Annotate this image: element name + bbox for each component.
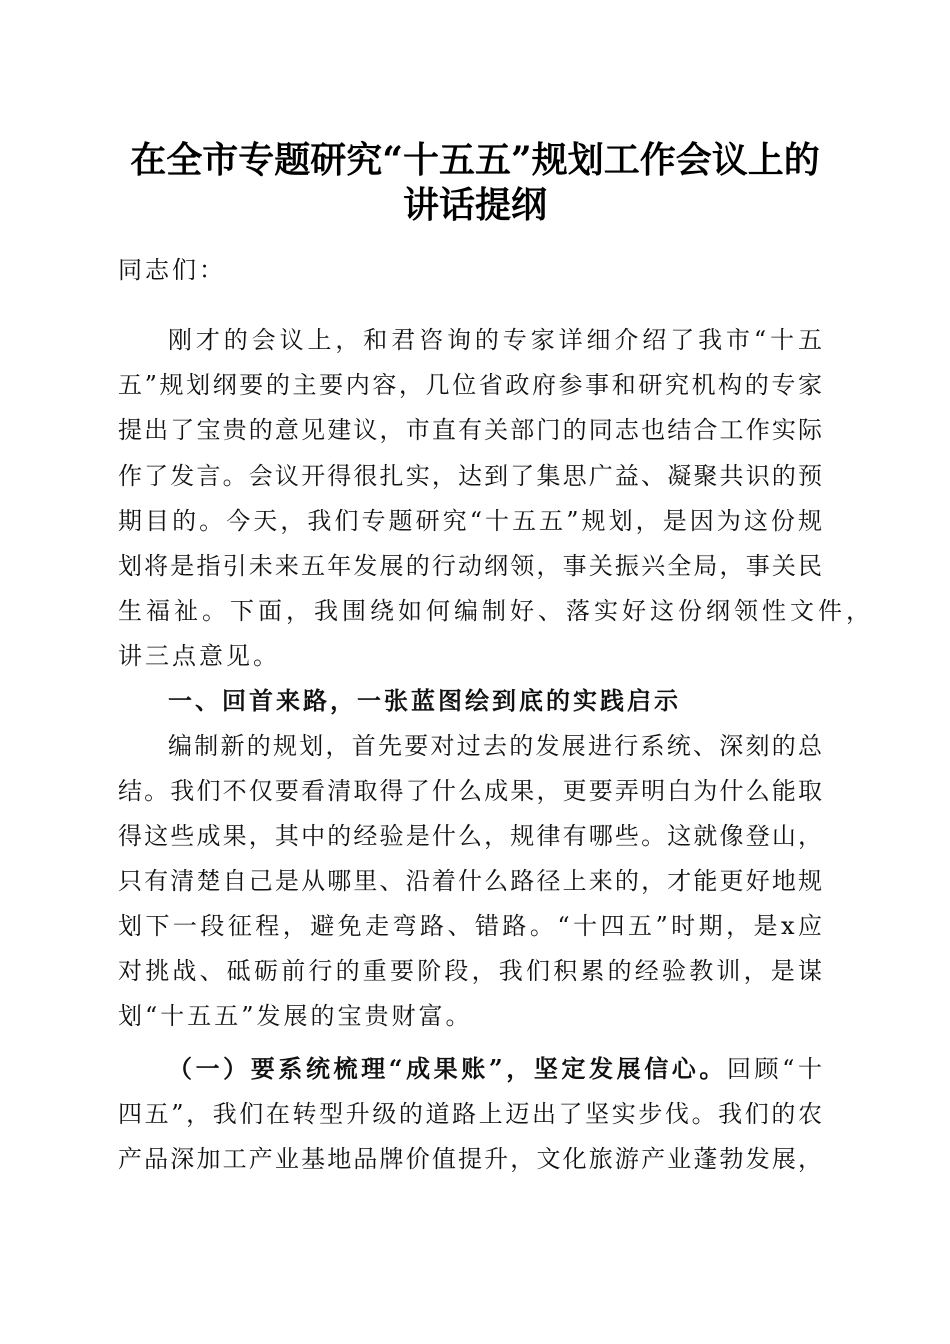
text-line: 生福祉。下面，我围绕如何编制好、落实好这份纲领性文件， — [118, 597, 874, 625]
title-line: 在全市专题研究“十五五”规划工作会议上的 — [130, 139, 820, 181]
text-line — [168, 1054, 822, 1084]
text-span: 回顾“十 — [726, 1055, 823, 1083]
text-line: 得这些成果，其中的经验是什么，规律有哪些。这就像登山， — [118, 822, 822, 850]
text-line: 划“十五五”发展的宝贵财富。 — [118, 1002, 473, 1030]
title-line: 讲话提纲 — [402, 184, 547, 226]
text-line: 划将是指引未来五年发展的行动纲领，事关振兴全局，事关民 — [118, 552, 822, 580]
text-line: 四五”，我们在转型升级的道路上迈出了坚实步伐。我们的农 — [118, 1100, 822, 1128]
subheading: （一）要系统梳理“成果账”，坚定发展信心。 — [168, 1054, 727, 1083]
salutation: 同志们： — [118, 256, 226, 284]
text-line: 只有清楚自己是从哪里、沿着什么路径上来的，才能更好地规 — [118, 867, 822, 895]
section-heading: 一、回首来路，一张蓝图绘到底的实践启示 — [168, 687, 681, 715]
text-line: 提出了宝贵的意见建议，市直有关部门的同志也结合工作实际 — [118, 416, 822, 444]
text-line: 对挑战、砥砺前行的重要阶段，我们积累的经验教训，是谋 — [118, 957, 822, 985]
text-line: 讲三点意见。 — [118, 642, 280, 670]
text-line: 编制新的规划，首先要对过去的发展进行系统、深刻的总 — [168, 732, 822, 760]
text-line: 划下一段征程，避免走弯路、错路。“十四五”时期，是x应 — [118, 912, 822, 940]
text-line: 产品深加工产业基地品牌价值提升，文化旅游产业蓬勃发展， — [118, 1145, 822, 1173]
text-line: 结。我们不仅要看清取得了什么成果，更要弄明白为什么能取 — [118, 777, 822, 805]
text-line: 五”规划纲要的主要内容，几位省政府参事和研究机构的专家 — [118, 371, 822, 399]
text-line: 作了发言。会议开得很扎实，达到了集思广益、凝聚共识的预 — [118, 462, 822, 490]
text-line: 期目的。今天，我们专题研究“十五五”规划，是因为这份规 — [118, 507, 822, 535]
text-line: 刚才的会议上，和君咨询的专家详细介绍了我市“十五 — [168, 326, 822, 354]
